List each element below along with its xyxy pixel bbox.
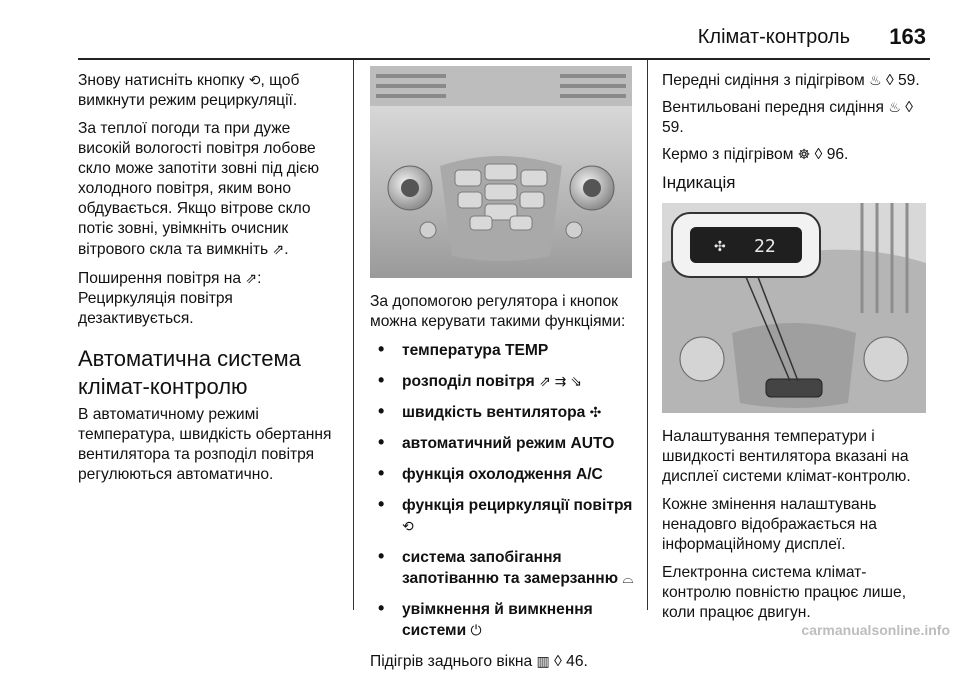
climate-display-photo <box>662 203 926 413</box>
seat-heating-icon: ♨ <box>869 72 882 88</box>
text-segment: система запобігання запотіванню та замерзанню <box>402 549 623 587</box>
air-distribution-windshield-icon: ⇗ <box>272 241 285 257</box>
air-distribution-windshield-icon: ⇗ <box>245 270 258 286</box>
text-segment: Передні сидіння з підігрівом <box>662 72 870 89</box>
paragraph-recirculation-off <box>78 70 344 111</box>
text-segment: розподіл повітря <box>402 373 540 390</box>
section-heading-auto-climate: Автоматична система клімат-контролю <box>78 346 301 399</box>
text-segment: , щоб вимкнути режим рециркуляції. <box>78 72 300 109</box>
display-temperature: 22 <box>754 236 776 257</box>
paragraph-display-settings: Налаштування температури і швидкості вентилятора вказані на дисплеї системи клімат-контролю. <box>662 428 911 485</box>
paragraph-auto-mode <box>78 405 344 485</box>
text-segment: За теплої погоди та при дуже високій вологості повітря лобове скло може запотіти зовні під дією холодного повітря, яким воно обдувається. Якщо вітрове скло потіє зовні, увімкніть очисник вітрового скла та вимкніть <box>78 120 320 258</box>
list-item <box>370 547 638 589</box>
recirculation-icon: ⟲ <box>402 518 414 534</box>
xref-heated-seats <box>662 70 930 91</box>
climate-display-illustration <box>662 203 926 413</box>
paragraph-rear-window <box>370 651 638 672</box>
xref-ventilated-seats <box>662 97 930 138</box>
footer-watermark: carmanualsonline.info <box>801 622 950 638</box>
list-item <box>370 340 638 361</box>
function-list <box>370 340 638 641</box>
page-header <box>78 22 930 60</box>
list-item <box>370 402 638 423</box>
section-heading-display: Індикація <box>662 173 736 192</box>
page-title: Клімат-контроль <box>697 26 850 48</box>
text-segment: ◊ 59. <box>662 99 913 136</box>
xref-heated-steering <box>662 144 930 165</box>
air-distribution-icons: ⇗ ⇉ ⇘ <box>539 373 583 389</box>
text-segment: автоматичний режим AUTO <box>402 435 615 452</box>
list-item <box>370 464 638 485</box>
text-segment: В автоматичному режимі температура, швидкість обертання вентилятора та розподіл повітря регулюються автоматично. <box>78 406 332 483</box>
text-segment: Вентильовані передня сидіння <box>662 99 889 116</box>
text-segment: Підігрів заднього вікна <box>370 653 537 670</box>
column-divider <box>647 60 648 610</box>
text-segment: температура TEMP <box>402 342 549 359</box>
text-segment: функція охолодження A/C <box>402 466 603 483</box>
climate-panel-illustration <box>370 66 632 278</box>
column-divider <box>353 60 354 610</box>
list-item <box>370 495 638 537</box>
list-item <box>370 371 638 392</box>
column-right <box>662 70 930 631</box>
list-item <box>370 433 638 454</box>
paragraph-controls-intro: За допомогою регулятора і кнопок можна керувати такими функціями: <box>370 293 626 330</box>
paragraph-info-display: Кожне змінення налаштувань ненадовго відображається на інформаційному дисплеї. <box>662 496 877 553</box>
paragraph-fogging <box>78 119 344 260</box>
text-segment: швидкість вентилятора <box>402 404 590 421</box>
text-segment: увімкнення й вимкнення системи <box>402 601 593 639</box>
column-left <box>78 70 344 493</box>
fan-icon: ✣ <box>589 404 602 420</box>
text-segment: Знову натисніть кнопку <box>78 72 249 89</box>
text-segment: ◊ 59. <box>881 72 920 89</box>
recirculation-icon: ⟲ <box>248 72 261 88</box>
text-segment: Поширення повітря на <box>78 270 246 287</box>
text-segment: . <box>284 241 289 258</box>
climate-panel-photo <box>370 66 632 278</box>
list-item <box>370 599 638 641</box>
page-number: 163 <box>889 24 926 49</box>
fan-icon: ✣ <box>714 239 726 255</box>
text-segment: функція рециркуляції повітря <box>402 497 633 514</box>
defrost-icon: ⌓ <box>622 570 634 586</box>
power-icon: ⏻ <box>470 622 482 638</box>
paragraph-air-distribution <box>78 268 344 329</box>
text-segment: ◊ 96. <box>810 146 849 163</box>
text-segment: : Рециркуляція повітря дезактивується. <box>78 270 262 327</box>
text-segment: ◊ 46. <box>549 653 588 670</box>
seat-ventilation-icon: ♨ <box>888 99 901 115</box>
text-segment: Кермо з підігрівом <box>662 146 798 163</box>
paragraph-engine-running: Електронна система клімат-контролю повністю працює лише, коли працює двигун. <box>662 564 907 621</box>
rear-window-heating-icon: ▥ <box>536 653 550 669</box>
column-middle <box>370 66 638 680</box>
steering-wheel-heating-icon: ☸ <box>797 146 811 162</box>
